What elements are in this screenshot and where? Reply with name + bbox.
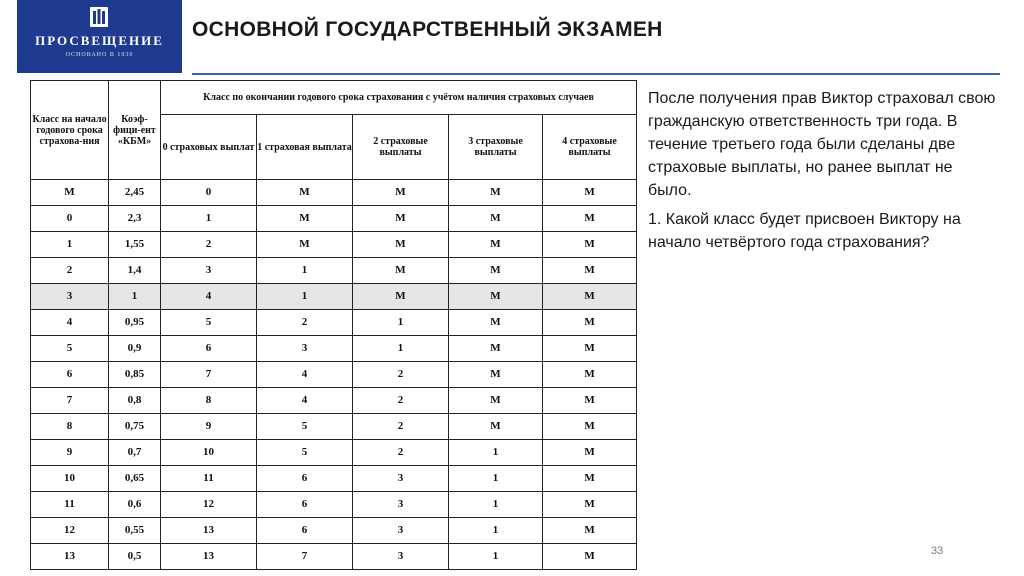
table-cell: М	[257, 232, 353, 258]
table-cell: 1	[449, 518, 543, 544]
table-row	[31, 310, 637, 336]
table-row	[31, 258, 637, 284]
header-end-class-group: Класс по окончании годового срока страхования с учётом наличия страховых случаев	[161, 81, 637, 115]
table-row	[31, 440, 637, 466]
header-kbm-coefficient: Коэф-фици-ент «КБМ»	[109, 81, 161, 180]
table-cell: М	[543, 466, 637, 492]
table-row	[31, 336, 637, 362]
sub-header-cell: 3 страховые выплаты	[449, 115, 543, 180]
table-cell: 0,6	[109, 492, 161, 518]
table-cell: 2	[353, 362, 449, 388]
table-cell: М	[449, 336, 543, 362]
table-cell: 9	[161, 414, 257, 440]
sub-header-cell: 2 страховые выплаты	[353, 115, 449, 180]
table-cell: 4	[257, 362, 353, 388]
table-row	[31, 180, 637, 206]
table-cell: 2,3	[109, 206, 161, 232]
table-cell: М	[449, 388, 543, 414]
table-cell: М	[543, 284, 637, 310]
table-cell: 1	[161, 206, 257, 232]
table-cell: М	[353, 206, 449, 232]
table-row	[31, 518, 637, 544]
table-cell: 8	[161, 388, 257, 414]
table-cell: 11	[31, 492, 109, 518]
table-cell: 0,55	[109, 518, 161, 544]
table-cell: М	[543, 492, 637, 518]
table-cell: 2	[353, 388, 449, 414]
table-cell: 1	[109, 284, 161, 310]
table-row	[31, 544, 637, 570]
table-cell: 3	[257, 336, 353, 362]
table-cell: М	[543, 180, 637, 206]
table-cell: М	[449, 414, 543, 440]
table-cell: 5	[257, 414, 353, 440]
table-cell: М	[543, 414, 637, 440]
table-cell: 1	[449, 492, 543, 518]
table-cell: 4	[31, 310, 109, 336]
table-cell: М	[449, 284, 543, 310]
table-cell: 7	[161, 362, 257, 388]
table-cell: 3	[353, 466, 449, 492]
table-cell: 6	[257, 466, 353, 492]
table-cell: 0,5	[109, 544, 161, 570]
table-cell: М	[449, 180, 543, 206]
table-row	[31, 362, 637, 388]
table-cell: 13	[161, 518, 257, 544]
sub-header-cell: 1 страховая выплата	[257, 115, 353, 180]
table-cell: 2	[353, 440, 449, 466]
table-cell: 2	[31, 258, 109, 284]
table-row	[31, 466, 637, 492]
logo-name: ПРОСВЕЩЕНИЕ	[35, 33, 164, 48]
table-cell: 10	[31, 466, 109, 492]
table-cell: М	[449, 362, 543, 388]
table-cell: 7	[31, 388, 109, 414]
table-cell: 8	[31, 414, 109, 440]
table-cell: 4	[161, 284, 257, 310]
table-cell: М	[543, 544, 637, 570]
table-cell: М	[543, 258, 637, 284]
page-number: 33	[931, 545, 944, 557]
table-cell: М	[353, 180, 449, 206]
table-row	[31, 492, 637, 518]
table-cell: М	[543, 362, 637, 388]
table-cell: М	[543, 336, 637, 362]
task-text	[648, 87, 1000, 260]
table-cell: М	[543, 232, 637, 258]
table-cell: 12	[31, 518, 109, 544]
table-cell: 13	[161, 544, 257, 570]
task-condition: После получения прав Виктор страховал свою гражданскую ответственность три года. В течение третьего года были сделаны две страховые выплаты, но ранее выплат не было.	[648, 90, 996, 199]
table-cell: 1	[449, 440, 543, 466]
table-cell: 0,7	[109, 440, 161, 466]
task-question: 1. Какой класс будет присвоен Виктору на начало четвёртого года страхования?	[648, 211, 961, 251]
table-cell: 9	[31, 440, 109, 466]
sub-header-cell: 4 страховые выплаты	[543, 115, 637, 180]
title-divider	[192, 73, 1000, 75]
table-cell: 5	[31, 336, 109, 362]
table-cell: 0,9	[109, 336, 161, 362]
table-cell: 13	[31, 544, 109, 570]
table-cell: М	[543, 518, 637, 544]
table-cell: 5	[257, 440, 353, 466]
table-cell: М	[543, 310, 637, 336]
table-cell: М	[543, 388, 637, 414]
table-cell: М	[257, 206, 353, 232]
table-cell: М	[449, 206, 543, 232]
table-row	[31, 388, 637, 414]
table-cell: 2	[161, 232, 257, 258]
table-cell: 6	[257, 518, 353, 544]
table-cell: 2	[257, 310, 353, 336]
table-cell: 11	[161, 466, 257, 492]
table-cell: 6	[161, 336, 257, 362]
table-cell: 0,95	[109, 310, 161, 336]
table-cell: 1	[449, 466, 543, 492]
kbm-table	[30, 80, 637, 570]
table-cell: 1	[31, 232, 109, 258]
table-cell: М	[353, 258, 449, 284]
table-cell: 0,8	[109, 388, 161, 414]
table-cell: М	[543, 440, 637, 466]
publisher-logo	[17, 0, 182, 73]
table-cell: 1	[449, 544, 543, 570]
table-cell: 10	[161, 440, 257, 466]
table-cell: 3	[353, 518, 449, 544]
table-row	[31, 284, 637, 310]
table-cell: 2,45	[109, 180, 161, 206]
table-cell: М	[449, 310, 543, 336]
table-cell: 3	[353, 544, 449, 570]
table-cell: 6	[257, 492, 353, 518]
table-cell: 7	[257, 544, 353, 570]
table-cell: М	[257, 180, 353, 206]
table-cell: М	[449, 258, 543, 284]
table-cell: 0	[31, 206, 109, 232]
table-cell: 1	[257, 258, 353, 284]
table-cell: 0,75	[109, 414, 161, 440]
table-cell: 0,65	[109, 466, 161, 492]
table-cell: М	[543, 206, 637, 232]
table-cell: 3	[161, 258, 257, 284]
table-cell: 1,55	[109, 232, 161, 258]
table-row	[31, 414, 637, 440]
table-cell: 1	[353, 336, 449, 362]
table-cell: 12	[161, 492, 257, 518]
table-cell: 1	[353, 310, 449, 336]
table-cell: 1	[257, 284, 353, 310]
table-cell: 1,4	[109, 258, 161, 284]
table-cell: М	[31, 180, 109, 206]
table-cell: 0,85	[109, 362, 161, 388]
table-cell: М	[353, 232, 449, 258]
header-start-class: Класс на начало годового срока страхова-ния	[31, 81, 109, 180]
slide-title: ОСНОВНОЙ ГОСУДАРСТВЕННЫЙ ЭКЗАМЕН	[192, 18, 663, 41]
table-cell: 5	[161, 310, 257, 336]
table-row	[31, 206, 637, 232]
table-cell: 3	[31, 284, 109, 310]
building-emblem-icon	[90, 7, 108, 27]
table-cell: М	[449, 232, 543, 258]
table-row	[31, 232, 637, 258]
table-cell: М	[353, 284, 449, 310]
table-cell: 3	[353, 492, 449, 518]
table-body	[31, 180, 637, 570]
table-cell: 2	[353, 414, 449, 440]
table-cell: 6	[31, 362, 109, 388]
sub-header-cell: 0 страховых выплат	[161, 115, 257, 180]
table-cell: 4	[257, 388, 353, 414]
table-cell: 0	[161, 180, 257, 206]
logo-tagline: ОСНОВАНО В 1930	[65, 52, 134, 58]
